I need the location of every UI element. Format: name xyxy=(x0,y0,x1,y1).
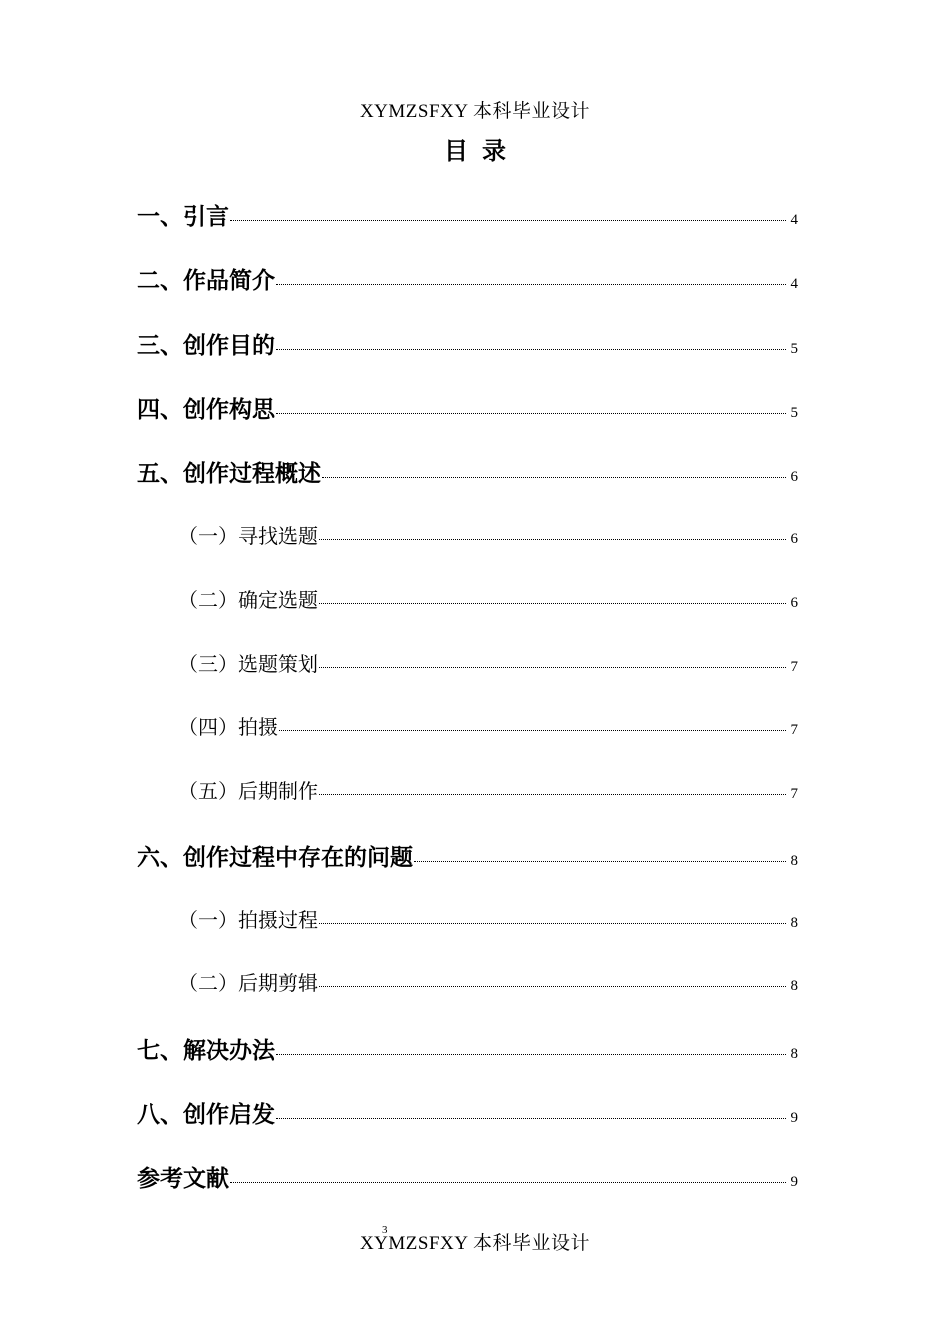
toc-entry[interactable] xyxy=(178,520,798,549)
toc-leader-dots xyxy=(322,477,786,478)
toc-leader-dots xyxy=(276,413,786,414)
page-footer xyxy=(0,1224,950,1255)
toc-entry-label: 一、引言 xyxy=(137,204,229,230)
toc-leader-dots xyxy=(319,794,786,795)
toc-leader-dots xyxy=(230,1182,786,1183)
toc-entry-page: 4 xyxy=(790,212,798,228)
toc-entry-label: （一）寻找选题 xyxy=(178,524,318,548)
toc-entry[interactable] xyxy=(137,455,798,488)
toc-entry-label: 八、创作启发 xyxy=(137,1102,275,1128)
toc-entry[interactable] xyxy=(137,839,798,872)
toc-entry[interactable] xyxy=(178,711,798,740)
page-number: 3 xyxy=(382,1224,388,1236)
toc-entry-page: 5 xyxy=(790,341,798,357)
toc-entry[interactable] xyxy=(137,198,798,231)
toc-entry-label: 五、创作过程概述 xyxy=(137,461,321,487)
toc-entry-page: 9 xyxy=(790,1174,798,1190)
toc-entry-page: 7 xyxy=(790,722,798,738)
toc-entry[interactable] xyxy=(137,1032,798,1065)
toc-entry-label: （四）拍摄 xyxy=(178,715,278,739)
toc-entry-label: （一）拍摄过程 xyxy=(178,908,318,932)
toc-entry[interactable] xyxy=(178,775,798,804)
toc-entry[interactable] xyxy=(137,327,798,360)
toc-leader-dots xyxy=(276,1118,786,1119)
toc-leader-dots xyxy=(276,1054,786,1055)
toc-entry-page: 6 xyxy=(790,469,798,485)
toc-entry-label: （二）后期剪辑 xyxy=(178,971,318,995)
toc-entry[interactable] xyxy=(137,1096,798,1129)
toc-entry-page: 8 xyxy=(790,978,798,994)
toc-entry-label: （二）确定选题 xyxy=(178,588,318,612)
toc-entry-page: 5 xyxy=(790,405,798,421)
toc-entry-page: 4 xyxy=(790,276,798,292)
toc-leader-dots xyxy=(414,861,786,862)
toc-entry-page: 6 xyxy=(790,595,798,611)
toc-leader-dots xyxy=(276,284,786,285)
toc-entry-label: 六、创作过程中存在的问题 xyxy=(137,845,413,871)
toc-entry-page: 8 xyxy=(790,915,798,931)
toc-leader-dots xyxy=(319,667,786,668)
toc-leader-dots xyxy=(319,539,786,540)
toc-leader-dots xyxy=(279,730,786,731)
toc-entry-label: 二、作品简介 xyxy=(137,268,275,294)
toc-title: 目录 xyxy=(444,137,520,165)
toc-entry-page: 9 xyxy=(790,1110,798,1126)
toc-leader-dots xyxy=(319,986,786,987)
toc-entry-label: （三）选题策划 xyxy=(178,652,318,676)
toc-entry-page: 7 xyxy=(790,659,798,675)
toc-leader-dots xyxy=(276,349,786,350)
toc-entry-label: 参考文献 xyxy=(137,1166,229,1192)
toc-entry-page: 7 xyxy=(790,786,798,802)
toc-entry[interactable] xyxy=(178,904,798,933)
toc-entry-page: 8 xyxy=(790,853,798,869)
toc-entry[interactable] xyxy=(178,648,798,677)
toc-entry[interactable] xyxy=(178,584,798,613)
toc-entry[interactable] xyxy=(137,1160,798,1193)
toc-entry-page: 6 xyxy=(790,531,798,547)
toc-entry[interactable] xyxy=(137,262,798,295)
toc-entry-page: 8 xyxy=(790,1046,798,1062)
page-header: XYMZSFXY 本科毕业设计 xyxy=(359,101,591,122)
toc-leader-dots xyxy=(319,603,786,604)
toc-entry-label: （五）后期制作 xyxy=(178,779,318,803)
toc-entry[interactable] xyxy=(137,391,798,424)
footer-text: XYMZSFXY 本科毕业设计 xyxy=(359,1233,591,1254)
toc-entry-label: 四、创作构思 xyxy=(137,397,275,423)
toc-entry-label: 七、解决办法 xyxy=(137,1038,275,1064)
toc-leader-dots xyxy=(319,923,786,924)
toc-entry[interactable] xyxy=(178,967,798,996)
toc-leader-dots xyxy=(230,220,786,221)
toc-entry-label: 三、创作目的 xyxy=(137,333,275,359)
